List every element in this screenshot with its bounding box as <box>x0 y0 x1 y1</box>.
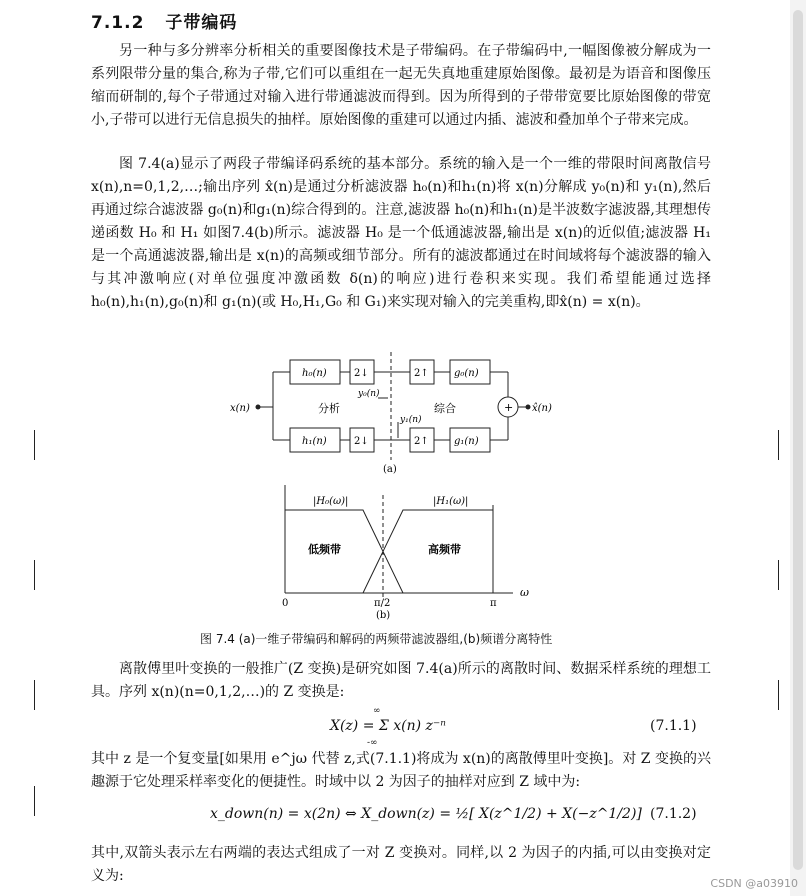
scan-margin-mark <box>34 560 35 590</box>
y1-label: y₁(n) <box>400 415 422 425</box>
g0-box-label: g₀(n) <box>454 368 479 379</box>
y0-label: y₀(n) <box>358 389 380 399</box>
figure-caption: 图 7.4 (a)一维子带编码和解码的两频带滤波器组,(b)频谱分离特性 <box>200 632 553 646</box>
input-label: x(n) <box>230 403 250 414</box>
scrollbar-thumb[interactable] <box>793 10 803 870</box>
scan-margin-mark <box>778 430 779 460</box>
equation-7-1-2-number: (7.1.2) <box>650 806 697 822</box>
scan-margin-mark <box>778 680 779 710</box>
figure-7-4 <box>228 350 552 625</box>
upsample-bottom-label: 2↑ <box>414 436 429 447</box>
equation-7-1-1-number: (7.1.1) <box>650 718 697 734</box>
downsample-bottom-label: 2↓ <box>354 436 369 447</box>
equation-7-1-1-sum-bottom: -∞ <box>367 738 378 748</box>
downsample-top-label: 2↓ <box>354 368 369 379</box>
paragraph-intro: 另一种与多分辨率分析相关的重要图像技术是子带编码。在子带编码中,一幅图像被分解成为一系列限带分量的集合,称为子带,它们可以重组在一起无失真地重建原始图像。最初是为语音和图像压缩而研制的,每个子带通过对输入进行带通滤波而得到。因为所得到的子带带宽要比原始图像的带宽小,子带可以进行无信息损失的抽样。原始图像的重建可以通过内插、滤波和叠加单个子带来完成。 <box>91 43 711 128</box>
h1-magnitude-label: |H₁(ω)| <box>433 496 469 507</box>
scan-margin-mark <box>34 680 35 710</box>
section-heading <box>91 8 237 33</box>
x-axis-omega: ω <box>520 586 529 599</box>
paragraph-interpolation: 其中,双箭头表示左右两端的表达式组成了一对 Z 变换对。同样,以 2 为因子的内插,可以由变换对定义为: <box>91 845 711 884</box>
equation-7-1-1-sum-top: ∞ <box>373 706 381 716</box>
h0-box-label: h₀(n) <box>302 368 327 379</box>
adder-plus: + <box>504 401 514 414</box>
equation-7-1-2: x_down(n) = x(2n) ⇔ X_down(z) = ½[ X(z^1/2) + X(−z^1/2)] <box>210 806 642 822</box>
watermark: CSDN @a03910 <box>710 877 798 890</box>
x-tick-zero: 0 <box>282 598 289 609</box>
figure-a-label: (a) <box>383 464 397 475</box>
analysis-label: 分析 <box>318 402 340 415</box>
output-label: x̂(n) <box>532 403 552 414</box>
paragraph-ztransform: 离散傅里叶变换的一般推广(Z 变换)是研究如图 7.4(a)所示的离散时间、数据采样系统的理想工具。序列 x(n)(n=0,1,2,…)的 Z 变换是: <box>91 661 711 700</box>
g1-box-label: g₁(n) <box>454 436 479 447</box>
scan-margin-mark <box>778 560 779 590</box>
figure-a-block-diagram <box>258 352 528 460</box>
figure-b-label: (b) <box>376 610 391 621</box>
low-band-label: 低频带 <box>308 543 341 556</box>
paragraph-system: 图 7.4(a)显示了两段子带编译码系统的基本部分。系统的输入是一个一维的带限时间离散信号 x(n),n=0,1,2,…;输出序列 x̂(n)是通过分析滤波器 h₀(n)和h₁(n)将 x(n)分解成 y₀(n)和 y₁(n),然后再通过综合滤波器 g₀(n)和g₁(n)综合得到的。注意,滤波器 h₀(n)和h₁(n)是半波数字滤波器,其理想传递函数 H₀ 和 H₁ 如图7.4(b)所示。滤波器 H₀ 是一个低通滤波器,输出是 x(n)的近似值;滤波器 H₁ 是一个高通滤波器,输出是 x(n)的高频或细节部分。所有的滤波都通过在时间域将每个滤波器的输入与其冲激响应(对单位强度冲激函数 δ(n)的响应)进行卷积来实现。我们希望能通过选择h₀(n),h₁(n),g₀(n)和 g₁(n)(或 H₀,H₁,G₀ 和 G₁)来实现对输入的完美重构,即x̂(n) = x(n)。 <box>91 156 711 310</box>
h1-box-label: h₁(n) <box>302 436 327 447</box>
section-number: 7.1.2 <box>91 13 145 33</box>
scan-margin-mark <box>34 430 35 460</box>
equation-7-1-1-body: X(z) = Σ x(n) z⁻ⁿ <box>330 718 446 734</box>
equation-7-1-1 <box>330 718 446 734</box>
synthesis-label: 综合 <box>434 402 456 415</box>
upsample-top-label: 2↑ <box>414 368 429 379</box>
x-tick-half-pi: π/2 <box>374 598 391 609</box>
high-band-label: 高频带 <box>428 543 461 556</box>
scan-margin-mark <box>34 786 35 816</box>
section-title: 子带编码 <box>165 13 238 33</box>
x-tick-pi: π <box>490 598 497 609</box>
paragraph-complex-var: 其中 z 是一个复变量[如果用 e^jω 代替 z,式(7.1.1)将成为 x(n)的离散傅里叶变换]。对 Z 变换的兴趣源于它处理采样率变化的便捷性。时域中以 2 为因子的抽样对应到 Z 域中为: <box>91 751 711 790</box>
h0-magnitude-label: |H₀(ω)| <box>313 496 349 507</box>
